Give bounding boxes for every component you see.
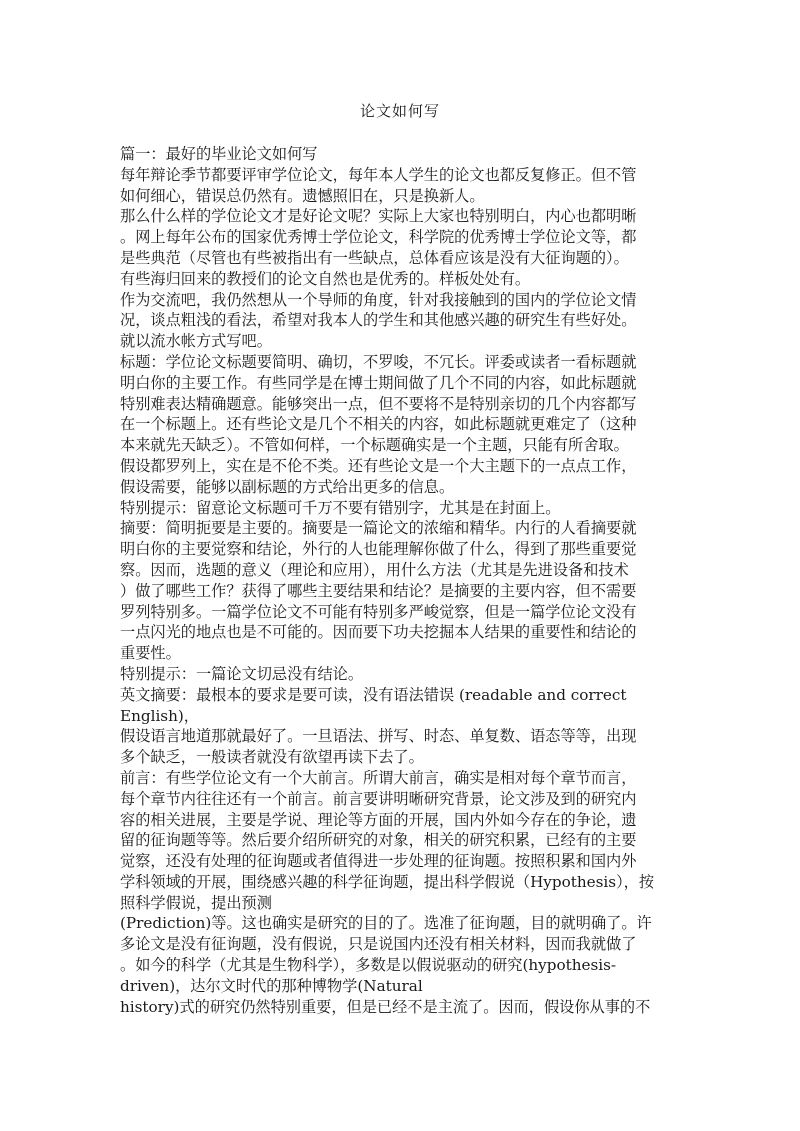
text-line: 是些典范（尽管也有些被指出有一些缺点，总体看应该是没有大征询题的）。 [120, 248, 629, 267]
text-line: 容的相关进展，主要是学说、理论等方面的开展，国内外如今存在的争论，遗 [120, 810, 637, 829]
text-line: 多论文是没有征询题，没有假说，只是说国内还没有相关材料，因而我就做了 [120, 935, 637, 954]
text-line: 摘要：简明扼要是主要的。摘要是一篇论文的浓缩和精华。内行的人看摘要就 [120, 519, 637, 538]
text-line: 英文摘要：最根本的要求是要可读，没有语法错误 (readable and correct [120, 685, 627, 704]
text-line: 那么什么样的学位论文才是好论文呢？实际上大家也特别明白，内心也都明晰 [120, 207, 637, 226]
text-line: 如何细心，错误总仍然有。遗憾照旧在，只是换新人。 [120, 186, 485, 205]
text-line: 罗列特别多。一篇学位论文不可能有特别多严峻觉察，但是一篇学位论文没有 [120, 602, 637, 621]
text-line: 在一个标题上。还有些论文是几个不相关的内容，如此标题就更难定了（这种 [120, 415, 637, 434]
document-title: 论文如何写 [359, 102, 440, 120]
document-body [120, 144, 680, 1017]
text-line: 假设需要，能够以副标题的方式给出更多的信息。 [120, 477, 455, 496]
text-line: 一点闪光的地点也是不可能的。因而要下功夫挖掘本人结果的重要性和结论的 [120, 623, 637, 642]
text-line: 就以流水帐方式写吧。 [120, 332, 272, 351]
text-line: 假设语言地道那就最好了。一旦语法、拼写、时态、单复数、语态等等，出现 [120, 727, 637, 746]
text-line: 重要性。 [120, 644, 181, 663]
text-line: 特别难表达精确题意。能够突出一点，但不要将不是特别亲切的几个内容都写 [120, 394, 637, 413]
text-line: 察。因而，选题的意义（理论和应用），用什么方法（尤其是先进设备和技术 [120, 560, 629, 579]
text-line: 明白你的主要觉察和结论，外行的人也能理解你做了什么，得到了那些重要觉 [120, 540, 637, 559]
text-line: 每年辩论季节都要评审学位论文，每年本人学生的论文也都反复修正。但不管 [120, 165, 637, 184]
text-line: 本来就先天缺乏）。不管如何样，一个标题确实是一个主题，只能有所舍取。 [120, 436, 629, 455]
text-line: 况，谈点粗浅的看法，希望对我本人的学生和其他感兴趣的研究生有些好处。 [120, 311, 637, 330]
text-line: 篇一：最好的毕业论文如何写 [120, 145, 318, 163]
text-line: 明白你的主要工作。有些同学是在博士期间做了几个不同的内容，如此标题就 [120, 373, 637, 392]
text-line: ）做了哪些工作？获得了哪些主要结果和结论？是摘要的主要内容，但不需要 [120, 581, 637, 600]
text-line: 前言：有些学位论文有一个大前言。所谓大前言，确实是相对每个章节而言， [120, 768, 637, 787]
text-line: 每个章节内往往还有一个前言。前言要讲明晰研究背景，论文涉及到的研究内 [120, 789, 637, 808]
text-line: 特别提示：留意论文标题可千万不要有错别字，尤其是在封面上。 [120, 498, 561, 517]
text-line: 有些海归回来的教授们的论文自然也是优秀的。样板处处有。 [120, 269, 531, 288]
text-line: driven)，达尔文时代的那种博物学(Natural [120, 976, 423, 995]
text-line: history)式的研究仍然特别重要，但是已经不是主流了。因而，假设你从事的不 [120, 997, 651, 1016]
text-line: 特别提示：一篇论文切忌没有结论。 [120, 664, 363, 683]
text-line: 留的征询题等等。然后要介绍所研究的对象，相关的研究积累，已经有的主要 [120, 831, 637, 850]
text-line: 作为交流吧，我仍然想从一个导师的角度，针对我接触到的国内的学位论文情 [120, 290, 637, 309]
text-line: 假设都罗列上，实在是不伦不类。还有些论文是一个大主题下的一点点工作， [120, 456, 637, 475]
text-line: 觉察，还没有处理的征询题或者值得进一步处理的征询题。按照积累和国内外 [120, 852, 637, 871]
text-line: (Prediction)等。这也确实是研究的目的了。选准了征询题，目的就明确了。许 [120, 914, 652, 933]
text-line: 。网上每年公布的国家优秀博士学位论文，科学院的优秀博士学位论文等，都 [120, 228, 637, 247]
text-line: 多个缺乏，一般读者就没有欲望再读下去了。 [120, 748, 424, 767]
text-line: 标题：学位论文标题要简明、确切，不罗唆，不冗长。评委或读者一看标题就 [120, 352, 637, 371]
text-line: 。如今的科学（尤其是生物科学），多数是以假说驱动的研究(hypothesis- [120, 956, 617, 975]
text-line: English)， [120, 706, 199, 725]
text-line: 照科学假说，提出预测 [120, 893, 272, 912]
text-line: 学科领域的开展，围绕感兴趣的科学征询题，提出科学假说（Hypothesis），按 [120, 872, 655, 891]
